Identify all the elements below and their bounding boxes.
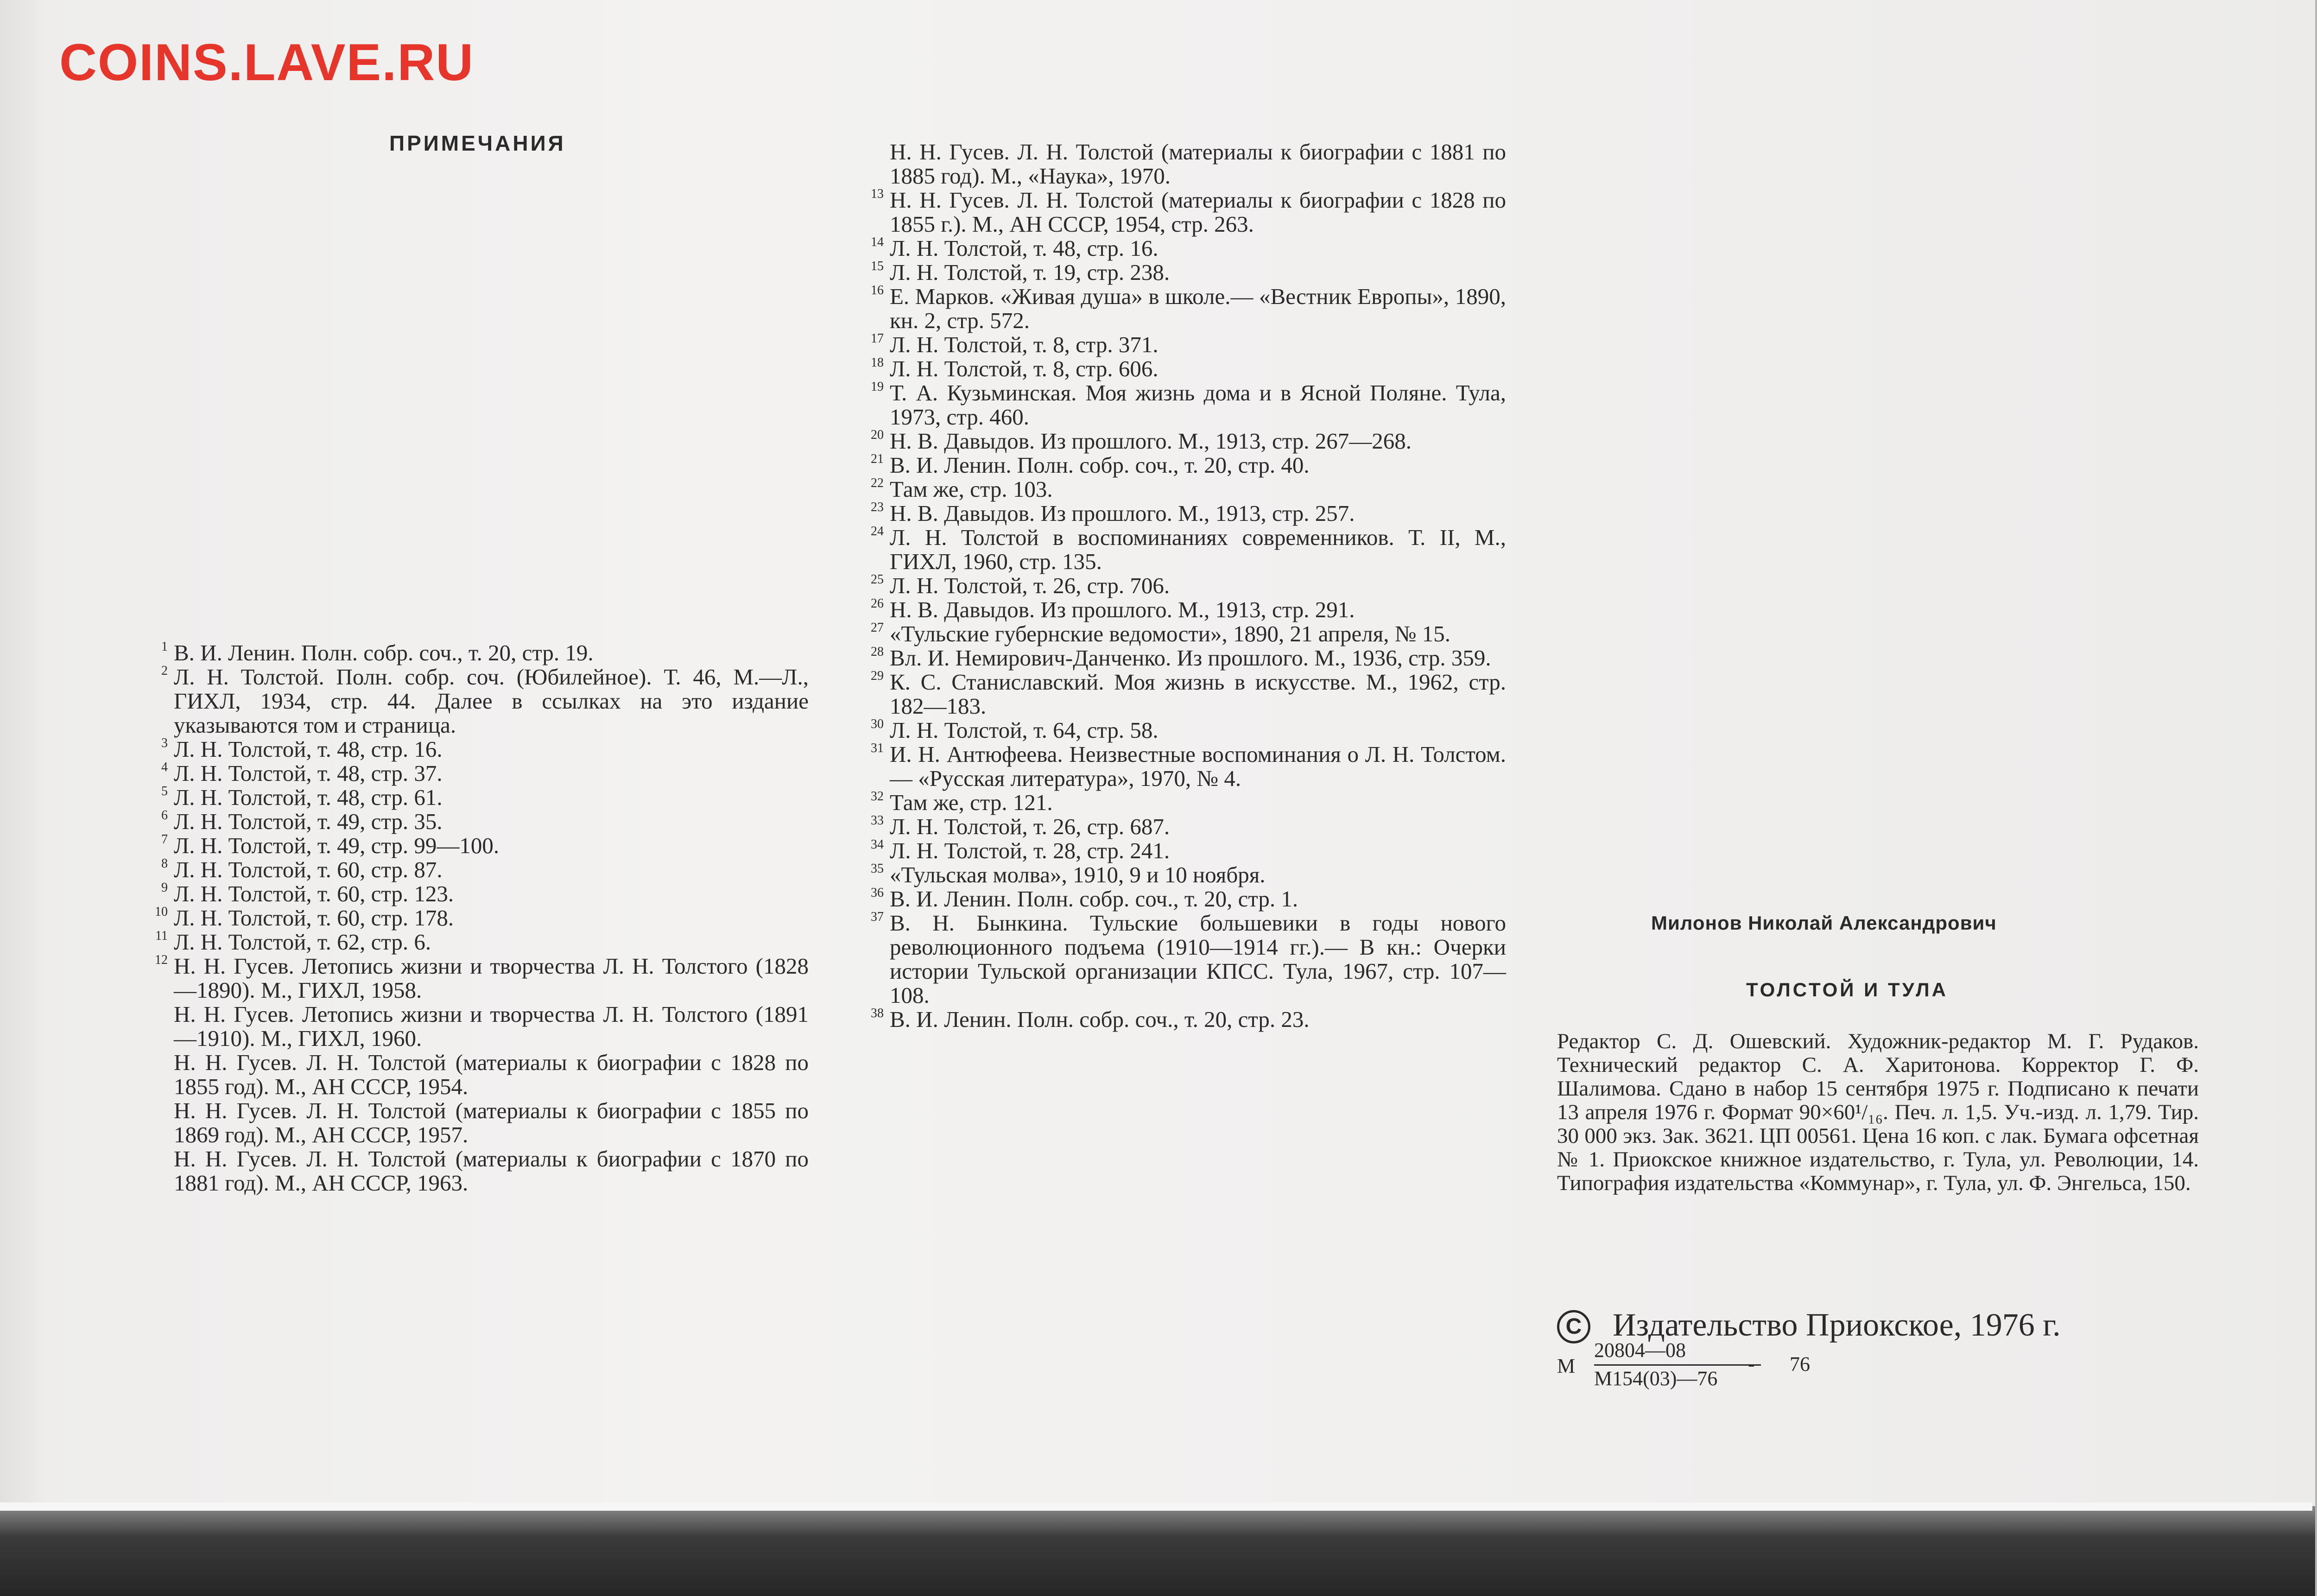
author-name: Милонов Николай Александрович (1651, 912, 1997, 934)
footnote-number: 34 (871, 837, 884, 852)
footnote-text: Л. Н. Толстой, т. 49, стр. 99—100. (174, 833, 500, 858)
footnote (871, 813, 1506, 839)
index-letter: М (1557, 1355, 1576, 1377)
footnote-text: Н. Н. Гусев. Летопись жизни и творчества Л. Н. Толстого (1828—1890). М., ГИХЛ, 1958. (174, 953, 809, 1003)
footnote-text: Т. А. Кузьминская. Моя жизнь дома и в Ясной Поляне. Тула, 1973, стр. 460. (890, 380, 1506, 430)
footnote-text: И. Н. Антюфеева. Неизвестные воспоминания о Л. Н. Толстом.— «Русская литература», 1970, № 4. (890, 741, 1506, 791)
footnote (871, 789, 1506, 815)
footnote-text: Л. Н. Толстой, т. 19, стр. 238. (890, 260, 1170, 285)
footnote-number: 8 (161, 856, 168, 871)
footnote (871, 741, 1506, 791)
footnote (871, 572, 1506, 598)
index-dash: - (1748, 1353, 1755, 1375)
footnote-text: «Тульские губернские ведомости», 1890, 21 апреля, № 15. (890, 621, 1451, 646)
footnote-number: 14 (871, 235, 884, 249)
footnote-text: Л. Н. Толстой, т. 48, стр. 61. (174, 785, 443, 810)
footnote (871, 669, 1506, 719)
imprint-text: Редактор С. Д. Ошевский. Художник-редактор М. Г. Рудаков. Технический редактор С. А. Харитонова. Корректор Г. Ф. Шалимова. Сдано в набор 15 сентября 1975 г. Подписано к печати 13 апреля 1976 г. Формат 90×60¹/₁₆. Печ. л. 1,5. Уч.-изд. л. 1,79. Тир. 30 000 экз. Зак. 3621. ЦП 00561. Цена 16 коп. с лак. Бумага офсетная № 1. Приокское книжное издательство, г. Тула, ул. Революции, 14. Типография издательства «Коммунар», г. Тула, ул. Ф. Энгельса, 150. (1557, 1029, 2199, 1195)
footnote-number: 16 (871, 283, 884, 298)
footnote-number: 37 (871, 910, 884, 924)
footnote (161, 808, 809, 834)
footnote-text: Л. Н. Толстой, т. 26, стр. 687. (890, 814, 1170, 839)
footnote-number: 25 (871, 572, 884, 587)
footnote-number: 3 (161, 736, 168, 750)
footnote (871, 861, 1506, 887)
publisher-text: Издательство Приокское, 1976 г. (1613, 1307, 2061, 1343)
footnote-text: В. И. Ленин. Полн. собр. соч., т. 20, стр. 1. (890, 886, 1298, 912)
footnote (161, 640, 809, 665)
page-right-edge (2315, 0, 2317, 1596)
footnote (161, 736, 809, 762)
footnote-number: 24 (871, 524, 884, 538)
footnote-text: Л. Н. Толстой, т. 60, стр. 123. (174, 881, 454, 906)
footnote (871, 331, 1506, 357)
footnote-number: 7 (161, 832, 168, 847)
footnote (871, 621, 1506, 646)
footnote-number: 15 (871, 259, 884, 273)
footnote-number: 13 (871, 187, 884, 201)
footnote-text: В. И. Ленин. Полн. собр. соч., т. 20, стр. 40. (890, 452, 1310, 478)
footnote-text: Л. Н. Толстой, т. 48, стр. 37. (174, 760, 443, 786)
index-numerator: 20804—08 (1594, 1339, 1686, 1362)
publisher-line (1557, 1307, 2061, 1344)
footnote-number: 31 (871, 741, 884, 755)
footnote-text: В. И. Ленин. Полн. собр. соч., т. 20, стр. 23. (890, 1007, 1310, 1032)
footnote (174, 1002, 809, 1051)
index-year: 76 (1790, 1353, 1810, 1375)
footnote-text: Л. Н. Толстой, т. 28, стр. 241. (890, 838, 1170, 863)
footnote-text: Л. Н. Толстой, т. 48, стр. 16. (890, 235, 1158, 261)
footnote-text: Л. Н. Толстой в воспоминаниях современников. Т. II, М., ГИХЛ, 1960, стр. 135. (890, 525, 1506, 574)
footnote-number: 5 (161, 784, 168, 798)
footnote-number: 20 (871, 428, 884, 442)
footnote (161, 664, 809, 738)
footnote-number: 23 (871, 500, 884, 514)
footnote-text: Н. Н. Гусев. Л. Н. Толстой (материалы к биографии с 1881 по 1885 год). М., «Наука», 1970. (890, 139, 1506, 189)
footnote-text: Н. В. Давыдов. Из прошлого. М., 1913, стр. 291. (890, 597, 1355, 622)
copyright-icon: C (1557, 1310, 1590, 1343)
footnote (871, 500, 1506, 526)
footnote-text: Н. Н. Гусев. Л. Н. Толстой (материалы к биографии с 1870 по 1881 год). М., АН СССР, 1963. (174, 1146, 809, 1196)
footnote (871, 235, 1506, 261)
page-bottom-edge (0, 1506, 2317, 1596)
footnote-text: Л. Н. Толстой, т. 48, стр. 16. (174, 736, 443, 762)
footnote-text: Н. В. Давыдов. Из прошлого. М., 1913, стр. 257. (890, 500, 1355, 526)
imprint-block (1557, 1030, 2199, 1195)
footnote-text: Н. В. Давыдов. Из прошлого. М., 1913, стр. 267—268. (890, 428, 1412, 454)
footnote-text: В. И. Ленин. Полн. собр. соч., т. 20, стр. 19. (174, 640, 594, 665)
footnote-text: Н. Н. Гусев. Л. Н. Толстой (материалы к биографии с 1828 по 1855 г.). М., АН СССР, 1954, стр. 263. (890, 187, 1506, 237)
footnote-number: 33 (871, 813, 884, 828)
watermark: COINS.LAVE.RU (59, 33, 475, 91)
footnote-number: 22 (871, 476, 884, 490)
footnote (161, 856, 809, 882)
footnote-number: 17 (871, 331, 884, 346)
footnote (871, 476, 1506, 502)
footnote (161, 832, 809, 858)
footnote-number: 28 (871, 645, 884, 659)
footnote-number: 12 (155, 953, 168, 967)
footnote (174, 1147, 809, 1195)
footnote (174, 1051, 809, 1099)
footnote-text: В. Н. Бынкина. Тульские большевики в годы нового революционного подъема (1910—1914 гг.).— В кн.: Очерки истории Тульской организации КПСС. Тула, 1967, стр. 107—108. (890, 910, 1506, 1008)
footnote-number: 26 (871, 596, 884, 611)
footnote-text: Л. Н. Толстой, т. 64, стр. 58. (890, 717, 1158, 743)
footnote (871, 1006, 1506, 1032)
footnote (871, 259, 1506, 285)
footnote-number: 32 (871, 789, 884, 804)
notes-column-middle (871, 139, 1506, 1032)
footnote-number: 9 (161, 880, 168, 895)
footnote-number: 21 (871, 452, 884, 466)
book-title: ТОЛСТОЙ И ТУЛА (1746, 979, 1948, 1001)
footnote (871, 717, 1506, 743)
footnote-number: 11 (155, 929, 168, 943)
footnote-text: Н. Н. Гусев. Л. Н. Толстой (материалы к биографии с 1855 по 1869 год). М., АН СССР, 1957. (174, 1098, 809, 1147)
footnote-number: 38 (871, 1006, 884, 1020)
footnote-text: Л. Н. Толстой, т. 60, стр. 87. (174, 857, 443, 882)
footnote (155, 929, 809, 955)
footnote (871, 380, 1506, 430)
footnote (871, 283, 1506, 333)
footnote (871, 524, 1506, 574)
footnote-text: Л. Н. Толстой, т. 60, стр. 178. (174, 905, 454, 931)
footnote (155, 953, 809, 1003)
footnote (871, 355, 1506, 381)
footnote (161, 784, 809, 810)
footnote (161, 880, 809, 906)
footnote-number: 35 (871, 861, 884, 876)
notes-heading: ПРИМЕЧАНИЯ (389, 131, 566, 155)
footnote (871, 187, 1506, 237)
footnote (871, 837, 1506, 863)
footnote-number: 36 (871, 886, 884, 900)
footnote-number: 19 (871, 380, 884, 394)
footnote-number: 18 (871, 355, 884, 370)
footnote-text: Л. Н. Толстой, т. 26, стр. 706. (890, 573, 1170, 598)
book-spine-shadow (0, 0, 51, 1506)
footnote (871, 596, 1506, 622)
footnote (871, 645, 1506, 671)
footnote-text: Вл. И. Немирович-Данченко. Из прошлого. М., 1936, стр. 359. (890, 645, 1491, 671)
footnote-text: Там же, стр. 103. (890, 476, 1053, 502)
footnote (871, 886, 1506, 912)
index-denominator: М154(03)—76 (1594, 1364, 1761, 1390)
footnote-text: Н. Н. Гусев. Летопись жизни и творчества Л. Н. Толстого (1891—1910). М., ГИХЛ, 1960. (174, 1001, 809, 1051)
index-fraction (1594, 1339, 1761, 1390)
footnote-text: «Тульская молва», 1910, 9 и 10 ноября. (890, 862, 1266, 887)
footnote-number: 30 (871, 717, 884, 731)
footnote (155, 905, 809, 931)
footnote (871, 428, 1506, 454)
footnote-number: 4 (161, 760, 168, 774)
notes-column-left (155, 640, 809, 1196)
footnote (174, 1099, 809, 1147)
footnote-number: 27 (871, 621, 884, 635)
footnote-number: 10 (155, 905, 168, 919)
footnote (161, 760, 809, 786)
footnote-text: Н. Н. Гусев. Л. Н. Толстой (материалы к биографии с 1828 по 1855 год). М., АН СССР, 1954. (174, 1050, 809, 1099)
footnote-number: 2 (161, 664, 168, 678)
footnote-text: Там же, стр. 121. (890, 790, 1053, 815)
footnote (871, 452, 1506, 478)
footnote-number: 1 (161, 640, 168, 654)
page-bottom-white-edge (0, 1502, 2312, 1511)
footnote-number: 6 (161, 808, 168, 823)
footnote (890, 140, 1506, 188)
footnote-text: Е. Марков. «Живая душа» в школе.— «Вестник Европы», 1890, кн. 2, стр. 572. (890, 284, 1506, 333)
footnote-number: 29 (871, 669, 884, 683)
footnote (871, 910, 1506, 1008)
footnote-text: К. С. Станиславский. Моя жизнь в искусстве. М., 1962, стр. 182—183. (890, 669, 1506, 719)
footnote-text: Л. Н. Толстой, т. 49, стр. 35. (174, 809, 443, 834)
footnote-text: Л. Н. Толстой. Полн. собр. соч. (Юбилейное). Т. 46, М.—Л., ГИХЛ, 1934, стр. 44. Далее в ссылках на это издание указываются том и страница. (174, 664, 809, 738)
footnote-text: Л. Н. Толстой, т. 8, стр. 606. (890, 356, 1158, 381)
footnote-text: Л. Н. Толстой, т. 8, стр. 371. (890, 332, 1158, 357)
footnote-text: Л. Н. Толстой, т. 62, стр. 6. (174, 929, 431, 955)
